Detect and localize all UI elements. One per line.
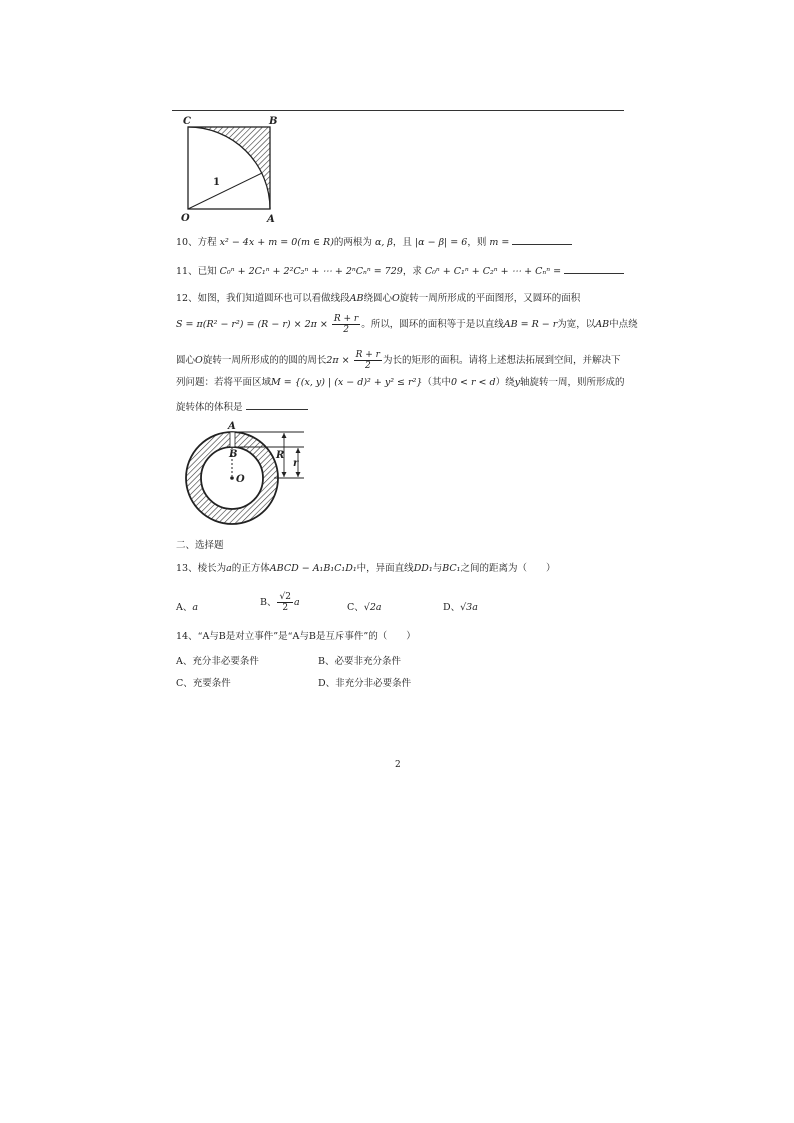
question-12-line-5: 旋转体的体积是 [176, 400, 308, 415]
question-12-line-4: 列问题：若将平面区域M = {(x, y) | (x − d)² + y² ≤ r²}（其中0 < r < d）绕y轴旋转一周，则所形成的 [176, 377, 625, 388]
annulus-label-b: B [229, 449, 238, 460]
page-number: 2 [395, 760, 401, 770]
label-c: C [183, 116, 191, 127]
annulus-label-big-r: R [276, 450, 285, 461]
fraction-r-plus-r-over-2: $\frac{R + r}{2}$ [333, 314, 359, 335]
figure-square-quarter-circle [178, 115, 288, 227]
question-14: 14、“A与B是对立事件”是“A与B是互斥事件”的（ ） [176, 631, 416, 642]
q14-option-c[interactable]: C、充要条件 [176, 678, 231, 689]
annulus-label-small-r: r [293, 458, 299, 469]
question-13: 13、棱长为a的正方体ABCD − A₁B₁C₁D₁中，异面直线DD₁与BC₁之间的距离为（ ） [176, 563, 556, 574]
q13-option-a[interactable]: A、a [176, 602, 199, 613]
q10-equation: x² − 4x + m = 0(m ∈ R) [219, 237, 334, 248]
q13-option-d[interactable]: D、√3a [443, 602, 478, 613]
header-rule [172, 110, 624, 111]
question-12-line-2: S = π(R² − r²) = (R − r) × 2π × $\frac{R + r}{2}$ 。所以，圆环的面积等于是以直线AB = R − r为宽，以AB中点绕 [176, 314, 638, 335]
question-12-line-3: 圆心O旋转一周所形成的的圆的周长2π × $\frac{R + r}{2}$ 为长的矩形的面积。请将上述想法拓展到空间，并解决下 [176, 350, 621, 371]
label-a: A [267, 214, 275, 225]
label-b: B [269, 116, 278, 127]
annulus-label-o: O [236, 474, 245, 485]
label-radius-one: 1 [213, 177, 220, 188]
q13-option-c[interactable]: C、√2a [347, 602, 382, 613]
fraction-circumference: $\frac{R + r}{2}$ [355, 350, 380, 371]
question-10: 10、方程 x² − 4x + m = 0(m ∈ R)的两根为 α, β，且 |α − β| = 6，则 m = [176, 235, 572, 250]
question-11: 11、已知 C₀ⁿ + 2C₁ⁿ + 2²C₂ⁿ + ⋯ + 2ⁿCₙⁿ = 729，求 C₀ⁿ + C₁ⁿ + C₂ⁿ + ⋯ + Cₙⁿ = [176, 264, 624, 279]
answer-blank-12[interactable] [246, 400, 308, 410]
answer-blank-11[interactable] [564, 264, 624, 274]
q14-option-b[interactable]: B、必要非充分条件 [318, 656, 401, 667]
answer-blank-10[interactable] [512, 235, 572, 245]
q14-option-d[interactable]: D、非充分非必要条件 [318, 678, 412, 689]
figure-annulus [176, 418, 316, 522]
q14-option-a[interactable]: A、充分非必要条件 [176, 656, 259, 667]
q11-equation: C₀ⁿ + 2C₁ⁿ + 2²C₂ⁿ + ⋯ + 2ⁿCₙⁿ = 729 [219, 266, 403, 277]
q13-option-b[interactable]: B、 $\frac{√2}{2}$ a [260, 592, 300, 613]
section-heading-choice: 二、选择题 [176, 540, 224, 551]
annulus-label-a: A [228, 421, 236, 432]
question-12-line-1: 12、如图，我们知道圆环也可以看做线段AB绕圆心O旋转一周所形成的平面图形，又圆环的面积 [176, 293, 581, 304]
label-o: O [181, 213, 190, 224]
